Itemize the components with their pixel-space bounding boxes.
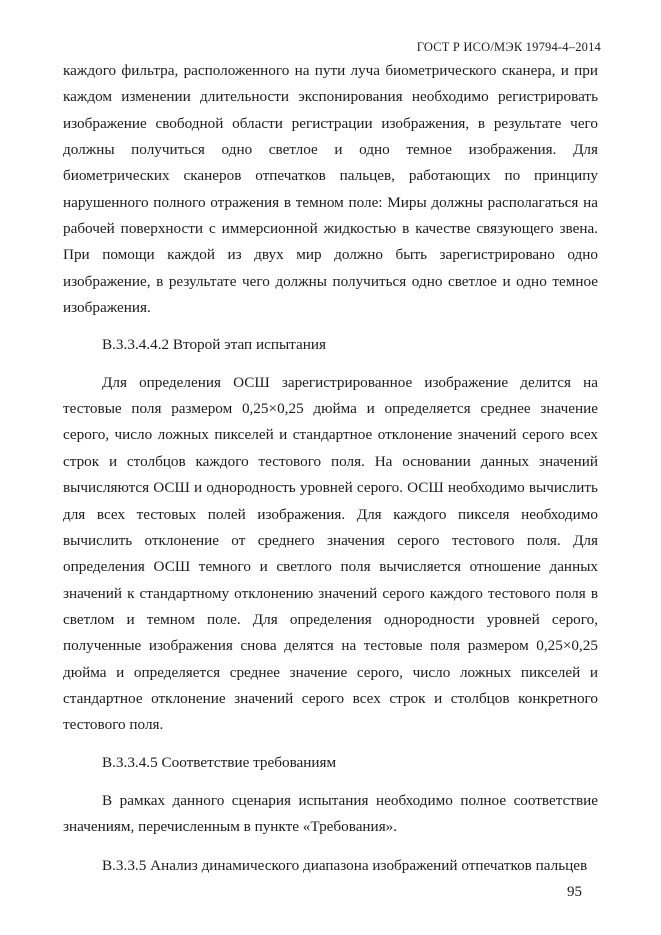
paragraph-snr-procedure: Для определения ОСШ зарегистрированное изображение делится на тестовые поля размером 0,25×0,25 дюйма и определяется среднее значение серого, число ложных пикселей и стандартное отклонение значений серого всех строк и столбцов каждого тестового поля. На основании данных значений вычисляются ОСШ и однородность уровней серого. ОСШ необходимо вычислить для всех тестовых полей изображения. Для каждого пикселя необходимо вычислить отклонение от среднего значения серого тестового поля. Для определения ОСШ темного и светлого поля вычисляется отношение данных значений к стандартному отклонению значений серого каждого тестового поля в светлом и темном поле. Для определения однородности уровней серого, полученные изображения снова делятся на тестовые поля размером 0,25×0,25 дюйма и определяется среднее значение серого, число ложных пикселей и стандартное отклонение значений серого всех строк и столбцов конкретного тестового поля.	[63, 373, 598, 734]
paragraph-continuation: каждого фильтра, расположенного на пути луча биометрического сканера, и при каждом изменении длительности экспонирования необходимо регистрировать изображение свободной области регистрации изображения, в результате чего должны получиться одно светлое и одно темное изображения. Для биометрических сканеров отпечатков пальцев, работающих по принципу нарушенного полного отражения в темном поле: Миры должны располагаться на рабочей поверхности с иммерсионной жидкостью в качестве связующего звена. При помощи каждой из двух мир должно быть зарегистрировано одно изображение, в результате чего должны получиться одно светлое и одно темное изображения.	[63, 62, 598, 317]
section-heading-b3345: B.3.3.4.5 Соответствие требованиям	[102, 753, 337, 771]
standard-header: ГОСТ Р ИСО/МЭК 19794-4–2014	[416, 40, 601, 54]
document-body	[63, 58, 598, 879]
section-heading-b334-42: B.3.3.4.4.2 Второй этап испытания	[102, 336, 326, 354]
section-heading-b335: B.3.3.5 Анализ динамического диапазона изображений отпечатков пальцев	[102, 856, 588, 874]
paragraph-compliance: В рамках данного сценария испытания необходимо полное соответствие значениям, перечисленным в пункте «Требования».	[63, 791, 598, 836]
page-number: 95	[567, 884, 582, 900]
